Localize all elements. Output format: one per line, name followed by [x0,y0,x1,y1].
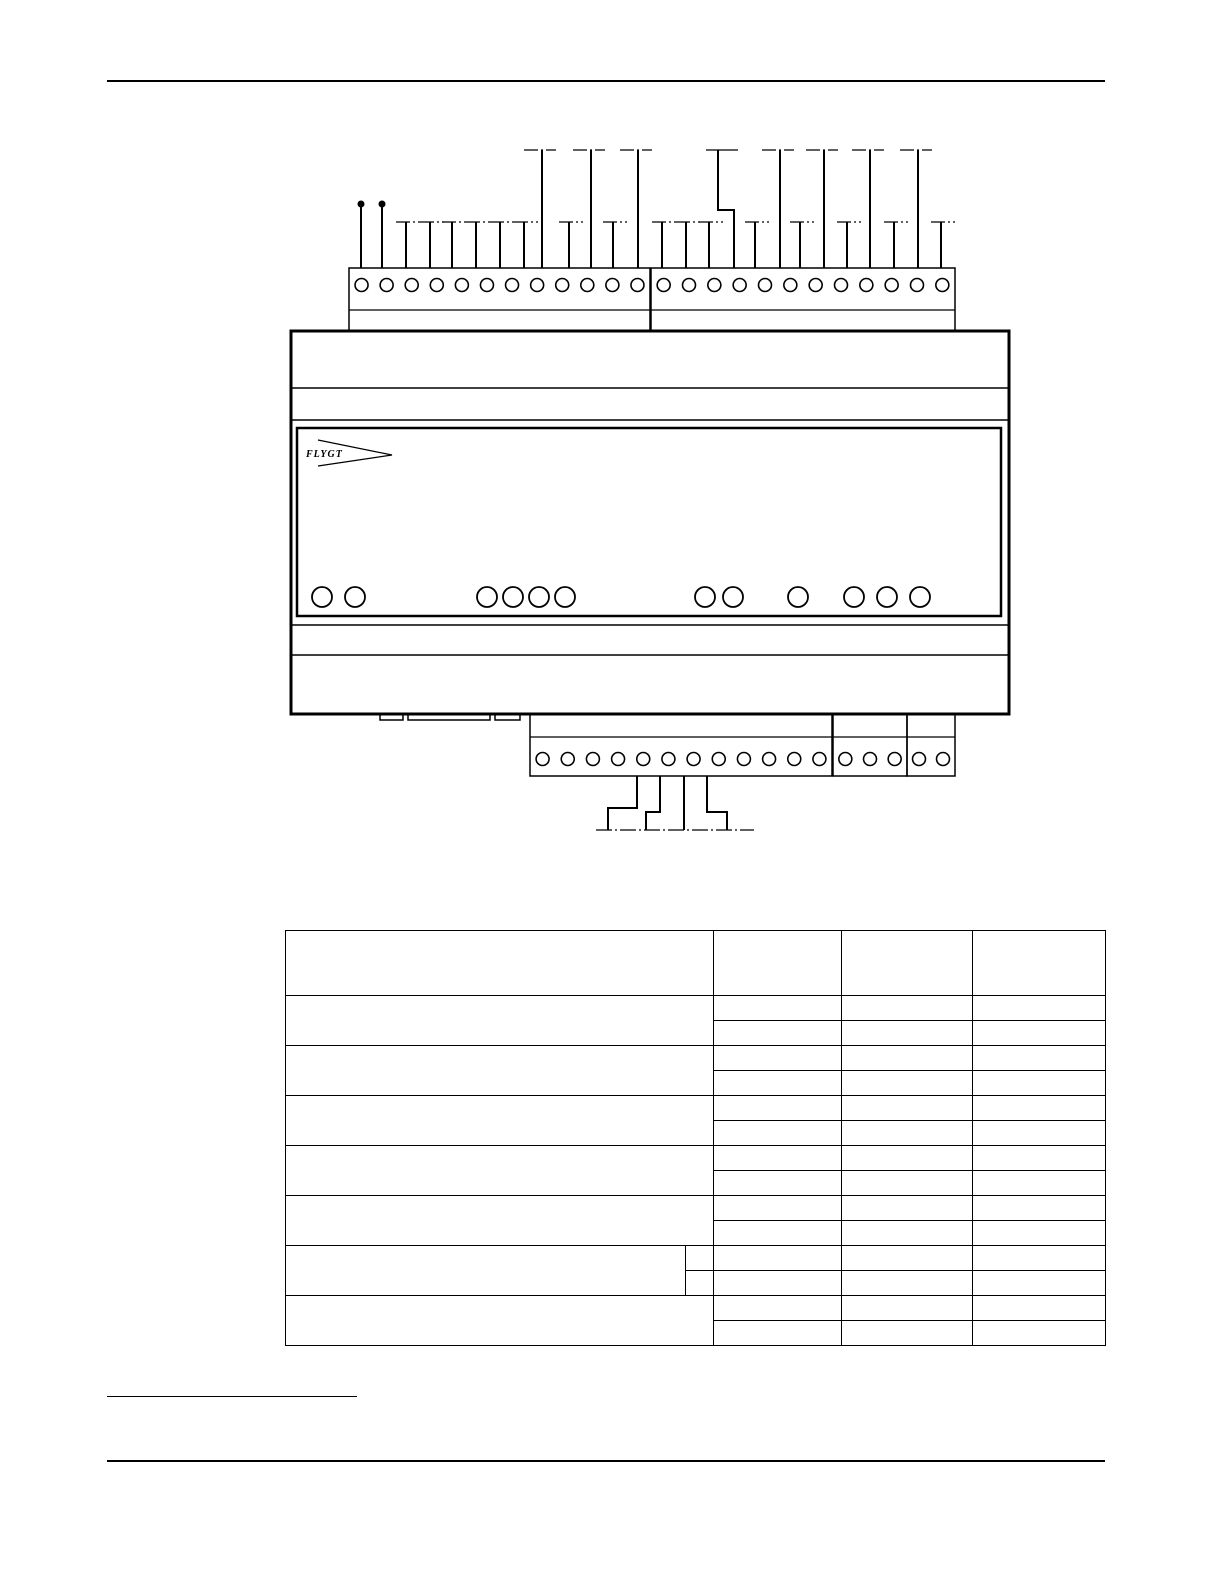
bottom-terminal-blocks [530,714,955,776]
terminal-screw [763,753,776,766]
header-cell [286,931,714,996]
terminal-screw [380,279,393,292]
controller-housing [291,331,1009,714]
terminal-screw [561,753,574,766]
row-label-cell [286,1296,714,1346]
table-row [286,1196,1106,1221]
table-cell [714,1196,842,1221]
table-cell [973,1321,1106,1346]
wire [646,776,660,830]
footer-rule [107,1460,1105,1462]
terminal-screw [612,753,625,766]
indicator-led [788,587,808,607]
table-cell [973,1296,1106,1321]
header-cell [842,931,973,996]
indicator-led [844,587,864,607]
terminal-screw [506,279,519,292]
table-row [286,1246,1106,1271]
terminal-screw [355,279,368,292]
row-label-cell [286,1146,714,1196]
table-header-row [286,931,1106,996]
terminal-screw [784,279,797,292]
terminal-screw [631,279,644,292]
terminal-screw [662,753,675,766]
terminal-screw [860,279,873,292]
indicator-led [529,587,549,607]
indicator-led [477,587,497,607]
table-cell [714,1321,842,1346]
table-cell [973,1146,1106,1171]
table-cell [842,1046,973,1071]
table-row [286,1096,1106,1121]
terminal-screw [913,753,926,766]
table-cell [973,1271,1106,1296]
indicator-led [877,587,897,607]
terminal-screw [657,279,670,292]
terminal-screw [683,279,696,292]
table-cell [842,1071,973,1096]
table-cell [973,1196,1106,1221]
terminal-screw [911,279,924,292]
terminal-screw [430,279,443,292]
table-row [286,996,1106,1021]
table-cell [973,1096,1106,1121]
table-cell [714,1221,842,1246]
table-row [286,1296,1106,1321]
terminal-block [833,714,907,776]
table-cell [973,1121,1106,1146]
table-cell [714,1096,842,1121]
indicator-leds [312,587,930,607]
table-cell [842,1271,973,1296]
row-label-cell [286,1246,686,1296]
top-terminal-blocks [349,268,955,331]
terminal-screw [687,753,700,766]
wire [718,150,734,268]
terminal-screw [405,279,418,292]
table-cell [842,996,973,1021]
indicator-led [910,587,930,607]
table-cell [973,1021,1106,1046]
terminal-screw [809,279,822,292]
table-cell [714,1296,842,1321]
terminal-screw [813,753,826,766]
terminal-screw [759,279,772,292]
terminal-screw [536,753,549,766]
table-cell [842,1171,973,1196]
wire [608,776,637,830]
row-sub-label-cell [686,1271,714,1296]
front-panel [297,428,1001,616]
table-cell [714,1271,842,1296]
table-cell [842,1121,973,1146]
terminal-screw [885,279,898,292]
table-cell [842,1021,973,1046]
table-cell [842,1146,973,1171]
terminal-screw [733,279,746,292]
header-cell [973,931,1106,996]
table-cell [842,1296,973,1321]
terminal-screw [839,753,852,766]
table-cell [714,1021,842,1046]
table-cell [842,1321,973,1346]
table-row [286,1046,1106,1071]
indicator-led [695,587,715,607]
logo-text: FLYGT [306,449,343,460]
table-row [286,1146,1106,1171]
table-cell [973,1071,1106,1096]
row-label-cell [286,1196,714,1246]
terminal-screw [864,753,877,766]
table-cell [842,1221,973,1246]
terminal-screw [937,753,950,766]
indicator-led [503,587,523,607]
terminal-screw [708,279,721,292]
row-sub-label-cell [686,1246,714,1271]
terminal-screw [637,753,650,766]
bottom-wiring [596,776,754,830]
table-cell [714,1071,842,1096]
terminal-screw [888,753,901,766]
terminal-block [907,714,955,776]
terminal-block [530,714,832,776]
wire-terminal-dot [358,201,365,208]
table-cell [842,1196,973,1221]
table-cell [973,1046,1106,1071]
terminal-block [349,268,650,331]
specification-table [285,930,1106,1346]
table-cell [973,1221,1106,1246]
table-cell [714,1171,842,1196]
header-cell [714,931,842,996]
wire-terminal-dot [379,201,386,208]
terminal-screw [606,279,619,292]
terminal-screw [936,279,949,292]
table-cell [973,1246,1106,1271]
terminal-screw [455,279,468,292]
table-cell [714,1046,842,1071]
flygt-logo [305,440,392,466]
terminal-screw [586,753,599,766]
terminal-screw [712,753,725,766]
terminal-screw [788,753,801,766]
terminal-screw [581,279,594,292]
indicator-led [723,587,743,607]
terminal-screw [835,279,848,292]
table-cell [714,996,842,1021]
terminal-screw [531,279,544,292]
table-cell [714,1246,842,1271]
table-cell [842,1096,973,1121]
terminal-block [651,268,955,331]
row-label-cell [286,1046,714,1096]
indicator-led [555,587,575,607]
terminal-screw [737,753,750,766]
indicator-led [345,587,365,607]
footnote-rule [107,1396,357,1397]
indicator-led [312,587,332,607]
row-label-cell [286,1096,714,1146]
terminal-screw [480,279,493,292]
top-wiring [358,150,956,268]
row-label-cell [286,996,714,1046]
terminal-screw [556,279,569,292]
table-cell [842,1246,973,1271]
wire [707,776,727,830]
table-cell [973,1171,1106,1196]
table-cell [714,1121,842,1146]
table-cell [973,996,1106,1021]
table-cell [714,1146,842,1171]
